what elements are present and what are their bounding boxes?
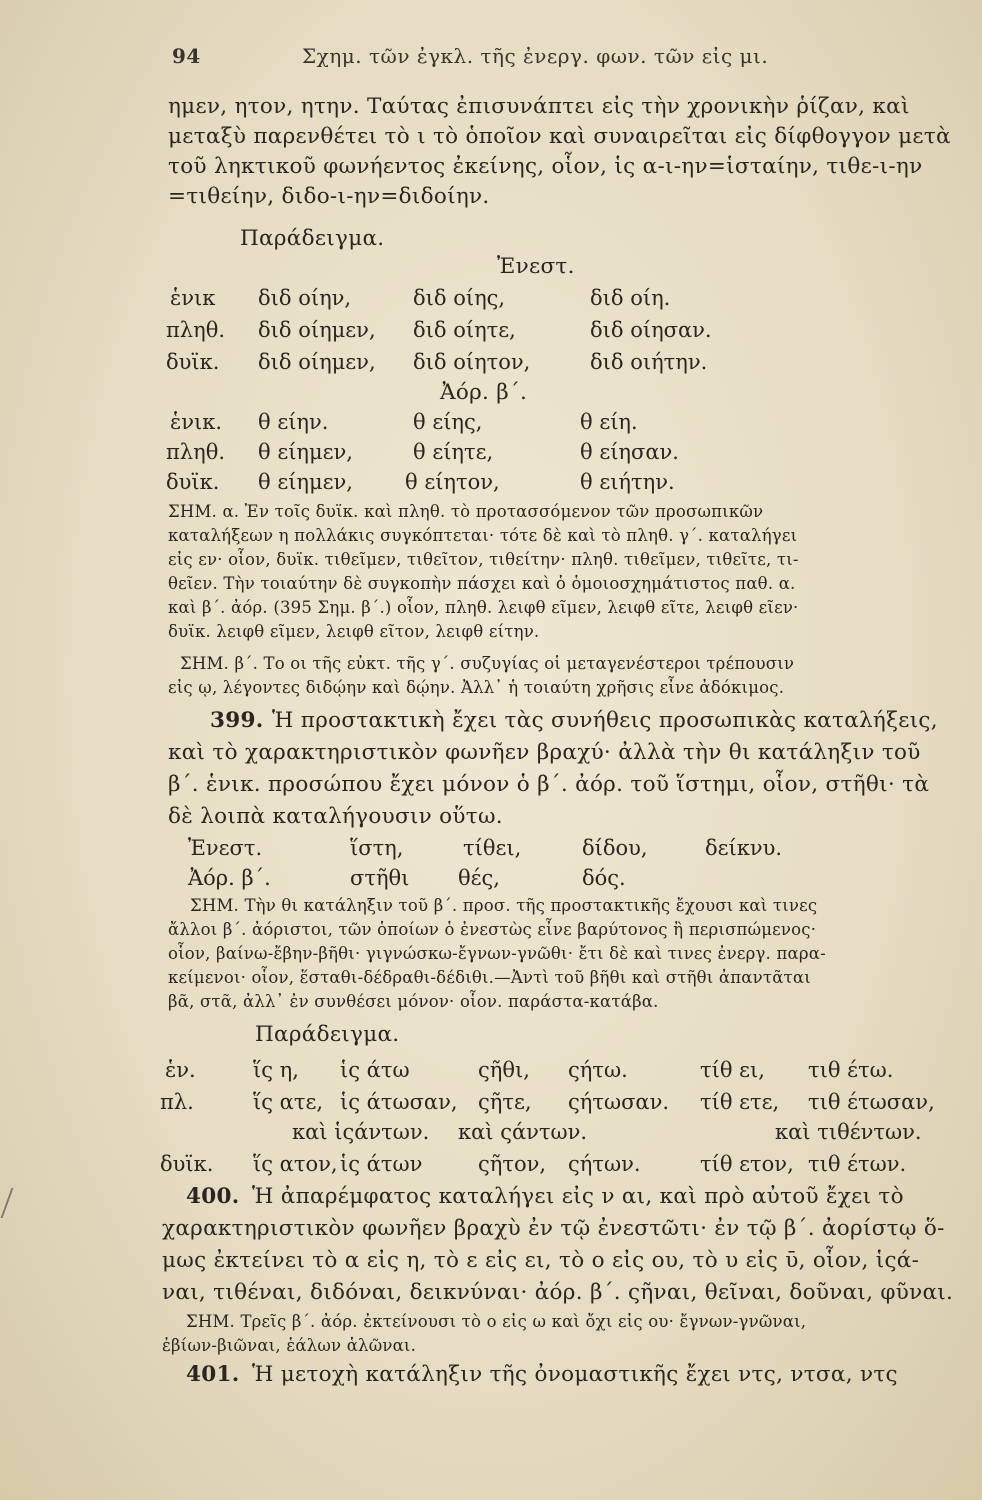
page-number: 94 [172, 44, 201, 68]
paragraph-line: μως ἐκτείνει τὸ α εἰς η, τὸ ε εἰς ει, τὸ ο εἰς ου, τὸ υ εἰς ῡ, οἷον, ἱςά- [162, 1248, 920, 1273]
number-label: ἑνικ [170, 286, 216, 310]
verb-form: τιθ έτων. [808, 1152, 907, 1176]
verb-form: ςῆτε, [478, 1090, 532, 1114]
tense-label: Ἀόρ. β΄. [440, 380, 528, 405]
intro-line: =τιθείην, διδο-ι-ην=διδοίην. [168, 184, 490, 209]
number-label: πλ. [160, 1090, 194, 1114]
verb-form: θ είημεν, [258, 470, 353, 494]
verb-form: τίθ ετε, [700, 1090, 780, 1114]
verb-form: διδ οίην, [258, 286, 352, 310]
number-label: πληθ. [166, 318, 226, 342]
verb-form: τιθ έτωσαν, [808, 1090, 935, 1114]
note-line: δυϊκ. λειφθ εῖμεν, λειφθ εῖτον, λειφθ είτην. [168, 622, 540, 641]
paragraph-line: χαρακτηριστικὸν φωνῆεν βραχὺ ἐν τῷ ἐνεστῶτι· ἐν τῷ β΄. ἀορίστῳ ὅ- [162, 1216, 945, 1241]
verb-form: τίθ ει, [700, 1058, 765, 1082]
verb-form: ἱς άτω [340, 1058, 410, 1082]
note-line: καὶ β΄. ἀόρ. (395 Σημ. β΄.) οἷον, πληθ. λειφθ εῖμεν, λειφθ εῖτε, λειφθ εῖεν· [168, 598, 799, 617]
note-line: ΣΗΜ. Τρεῖς β΄. ἀόρ. ἐκτείνουσι τὸ ο εἰς ω καὶ ὄχι εἰς ου· ἔγνων-γνῶναι, [186, 1312, 807, 1331]
verb-form: διδ οίημεν, [258, 318, 376, 342]
number-label: πληθ. [166, 440, 226, 464]
number-label: ἑνικ. [170, 410, 223, 434]
note-line: θεῖεν. Τὴν τοιαύτην δὲ συγκοπὴν πάσχει καὶ ὁ ὁμοιοσχημάτιστος παθ. α. [168, 574, 796, 593]
note-line: οἷον, βαίνω-ἔβην-βῆθι· γιγνώσκω-ἔγνων-γνῶθι· ἔτι δὲ καὶ τινες ἐνεργ. παρα- [168, 944, 826, 963]
note-line: ἄλλοι β΄. ἀόριστοι, τῶν ὁποίων ὁ ἐνεστὼς εἶνε βαρύτονος ἢ περισπώμενος· [168, 920, 817, 939]
paragraph-number: 399. [210, 708, 264, 733]
example-title: Παράδειγμα. [255, 1022, 400, 1047]
verb-form: ἵς η, [253, 1058, 299, 1082]
note-line: ΣΗΜ. α. Ἐν τοῖς δυϊκ. καὶ πληθ. τὸ προτασσόμενον τῶν προσωπικῶν [168, 502, 764, 521]
paragraph-line: Ἡ ἀπαρέμφατος καταλήγει εἰς ν αι, καὶ πρὸ αὐτοῦ ἔχει τὸ [252, 1184, 904, 1209]
paragraph-line: Ἡ μετοχὴ κατάληξιν τῆς ὀνομαστικῆς ἔχει ντς, ντσα, ντς [252, 1362, 898, 1387]
verb-form: τιθ έτω. [808, 1058, 894, 1082]
verb-form: δίδου, [582, 836, 648, 860]
verb-form: καὶ ςάντων. [458, 1120, 588, 1144]
verb-form: θ ειήτην. [580, 470, 675, 494]
number-label: δυϊκ. [160, 1152, 214, 1176]
verb-form: διδ οιήτην. [590, 350, 708, 374]
intro-line: μεταξὺ παρενθέτει τὸ ι τὸ ὁποῖον καὶ συναιρεῖται εἰς δίφθογγον μετὰ [168, 124, 951, 149]
verb-form: δός. [582, 866, 626, 890]
verb-form: ςῆθι, [478, 1058, 530, 1082]
number-label: δυϊκ. [166, 470, 220, 494]
verb-form: διδ οίησαν. [590, 318, 712, 342]
verb-form: ἱς άτωσαν, [340, 1090, 458, 1114]
verb-form: ςήτω. [568, 1058, 628, 1082]
verb-form: ἵστη, [350, 836, 404, 860]
verb-form: διδ οίημεν, [258, 350, 376, 374]
intro-line: τοῦ ληκτικοῦ φωνήεντος ἐκείνης, οἷον, ἱς α-ι-ην=ἱσταίην, τιθε-ι-ην [168, 154, 923, 179]
verb-form: θ είημεν, [258, 440, 353, 464]
verb-form: θ είησαν. [580, 440, 679, 464]
example-title: Παράδειγμα. [240, 226, 385, 251]
paragraph-line: καὶ τὸ χαρακτηριστικὸν φωνῆεν βραχύ· ἀλλὰ τὴν θι κατάληξιν τοῦ [168, 740, 921, 765]
verb-form: καὶ τιθέντων. [775, 1120, 922, 1144]
verb-form: ἵς ατον, [253, 1152, 338, 1176]
verb-form: θ είη. [580, 410, 638, 434]
margin-mark [1, 1188, 26, 1218]
tense-label: Ἐνεστ. [497, 254, 575, 279]
verb-form: θ είης, [413, 410, 483, 434]
verb-form: ςήτων. [568, 1152, 641, 1176]
running-title: Σχημ. τῶν ἐγκλ. τῆς ἐνεργ. φων. τῶν εἰς μι. [302, 44, 769, 68]
intro-line: ημεν, ητον, ητην. Ταύτας ἐπισυνάπτει εἰς τὴν χρονικὴν ῥίζαν, καὶ [168, 94, 910, 119]
tense-label: Ἐνεστ. [188, 836, 263, 860]
paragraph-line: δὲ λοιπὰ καταλήγουσιν οὕτω. [168, 804, 503, 829]
note-line: κείμενοι· οἷον, ἕσταθι-δέδραθι-δέδιθι.—Ἀντὶ τοῦ βῆθι καὶ στῆθι ἀπαντᾶται [168, 968, 811, 987]
paragraph-line: Ἡ προστακτικὴ ἔχει τὰς συνήθεις προσωπικὰς καταλήξεις, [272, 708, 938, 733]
note-line: εἰς εν· οἷον, δυϊκ. τιθεῖμεν, τιθεῖτον, τιθείτην· πληθ. τιθεῖμεν, τιθεῖτε, τι- [168, 550, 799, 569]
verb-form: ςήτωσαν. [568, 1090, 670, 1114]
number-label: ἑν. [165, 1058, 196, 1082]
note-line: ἐβίων-βιῶναι, ἑάλων ἁλῶναι. [162, 1336, 417, 1355]
paragraph-line: ναι, τιθέναι, διδόναι, δεικνύναι· ἀόρ. β΄. ςῆναι, θεῖναι, δοῦναι, φῦναι. [162, 1280, 954, 1305]
verb-form: στῆθι [350, 866, 410, 890]
number-label: δυϊκ. [166, 350, 220, 374]
tense-label: Ἀόρ. β΄. [188, 866, 271, 890]
paragraph-number: 400. [186, 1184, 240, 1209]
verb-form: τίθει, [463, 836, 522, 860]
verb-form: δείκνυ. [705, 836, 783, 860]
note-line: εἰς ῳ, λέγοντες διδῴην καὶ δῴην. Ἀλλ᾽ ἡ τοιαύτη χρῆσις εἶνε ἀδόκιμος. [168, 678, 785, 697]
verb-form: ςῆτον, [478, 1152, 547, 1176]
note-line: ΣΗΜ. β΄. Το οι τῆς εὐκτ. τῆς γ΄. συζυγίας οἱ μεταγενέστεροι τρέπουσιν [180, 654, 795, 673]
note-line: ΣΗΜ. Τὴν θι κατάληξιν τοῦ β΄. προσ. τῆς προστακτικῆς ἔχουσι καὶ τινες [190, 896, 818, 915]
verb-form: θ είητε, [413, 440, 494, 464]
verb-form: τίθ ετον, [700, 1152, 794, 1176]
verb-form: ἵς ατε, [253, 1090, 324, 1114]
verb-form: καὶ ἱςάντων. [292, 1120, 430, 1144]
verb-form: διδ οίης, [413, 286, 506, 310]
verb-form: διδ οίη. [590, 286, 671, 310]
verb-form: διδ οίητε, [413, 318, 516, 342]
paragraph-number: 401. [186, 1362, 240, 1387]
verb-form: θές, [458, 866, 500, 890]
verb-form: θ είητον, [405, 470, 500, 494]
note-line: καταλήξεων η πολλάκις συγκόπτεται· τότε δὲ καὶ τὸ πληθ. γ΄. καταλήγει [168, 526, 798, 545]
verb-form: θ είην. [258, 410, 329, 434]
paragraph-line: β΄. ἑνικ. προσώπου ἔχει μόνον ὁ β΄. ἀόρ. τοῦ ἵστημι, οἷον, στῆθι· τὰ [168, 772, 930, 797]
verb-form: ἱς άτων [340, 1152, 423, 1176]
verb-form: διδ οίητον, [413, 350, 531, 374]
note-line: βᾶ, στᾶ, ἀλλ᾽ ἐν συνθέσει μόνον· οἷον. παράστα-κατάβα. [168, 992, 659, 1011]
